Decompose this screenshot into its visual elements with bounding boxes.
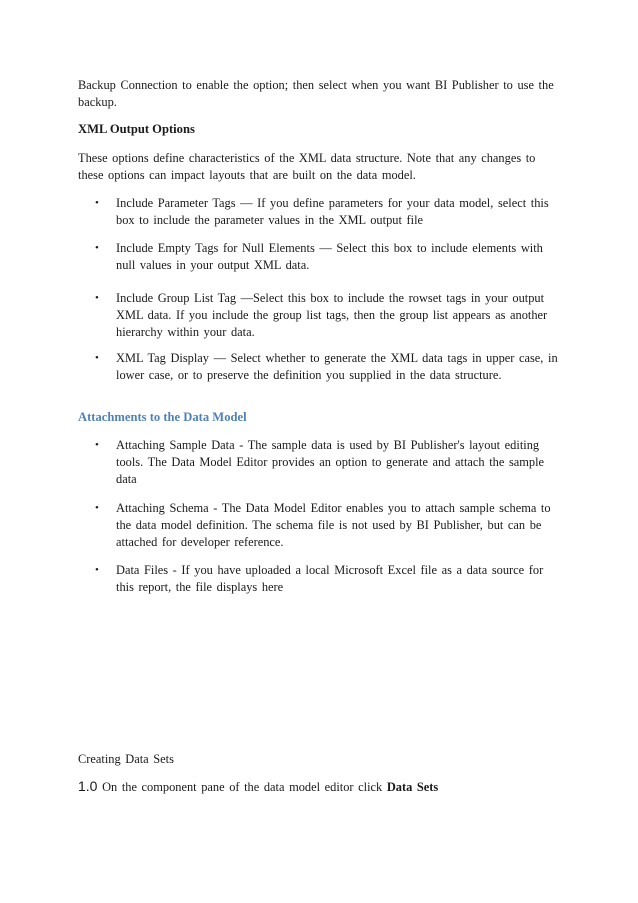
list-item-text: Include Empty Tags for Null Elements — Select this box to include elements with null values in your output XML data. [116, 241, 543, 272]
bullet-icon: • [95, 439, 99, 451]
list-item-text: Include Group List Tag —Select this box to include the rowset tags in your output XML data. If you include the group list tags, then the group list appears as another hierarchy within your data. [116, 291, 548, 339]
list-item [95, 290, 561, 341]
list-item [95, 350, 561, 384]
bullet-icon: • [95, 197, 99, 209]
list-item-text: Data Files - If you have uploaded a local Microsoft Excel file as a data source for this report, the file displays here [116, 563, 544, 594]
list-item-text: XML Tag Display — Select whether to generate the XML data tags in upper case, in lower case, or to preserve the definition you supplied in the data structure. [116, 351, 558, 382]
step-text: On the component pane of the data model editor click [102, 780, 383, 794]
bullet-icon: • [95, 242, 99, 254]
list-item-text: Include Parameter Tags — If you define parameters for your data model, select this box to include the parameter values in the XML output file [116, 196, 549, 227]
xml-output-description: These options define characteristics of the XML data structure. Note that any changes to these options can impact layouts that are built on the data model. [78, 151, 536, 182]
creating-data-sets-heading: Creating Data Sets [78, 752, 174, 766]
bullet-icon: • [95, 564, 99, 576]
attachments-heading: Attachments to the Data Model [78, 410, 247, 424]
data-sets-emphasis: Data Sets [386, 780, 439, 794]
bullet-icon: • [95, 502, 99, 514]
step-paragraph [78, 778, 560, 796]
bullet-icon: • [95, 352, 99, 364]
list-item [95, 195, 561, 229]
list-item-text: Attaching Sample Data - The sample data is used by BI Publisher's layout editing tools. The Data Model Editor provides an option to generate and attach the sample data [116, 438, 545, 486]
list-item-text: Attaching Schema - The Data Model Editor enables you to attach sample schema to the data model definition. The schema file is not used by BI Publisher, but can be attached for developer reference. [116, 501, 551, 549]
list-item [95, 562, 561, 596]
intro-paragraph: Backup Connection to enable the option; then select when you want BI Publisher to use the backup. [78, 78, 554, 109]
list-item [95, 240, 561, 274]
bullet-icon: • [95, 292, 99, 304]
xml-output-heading: XML Output Options [78, 122, 195, 136]
list-item [95, 500, 561, 551]
list-item [95, 437, 561, 488]
step-number: 1.0 [78, 778, 98, 794]
